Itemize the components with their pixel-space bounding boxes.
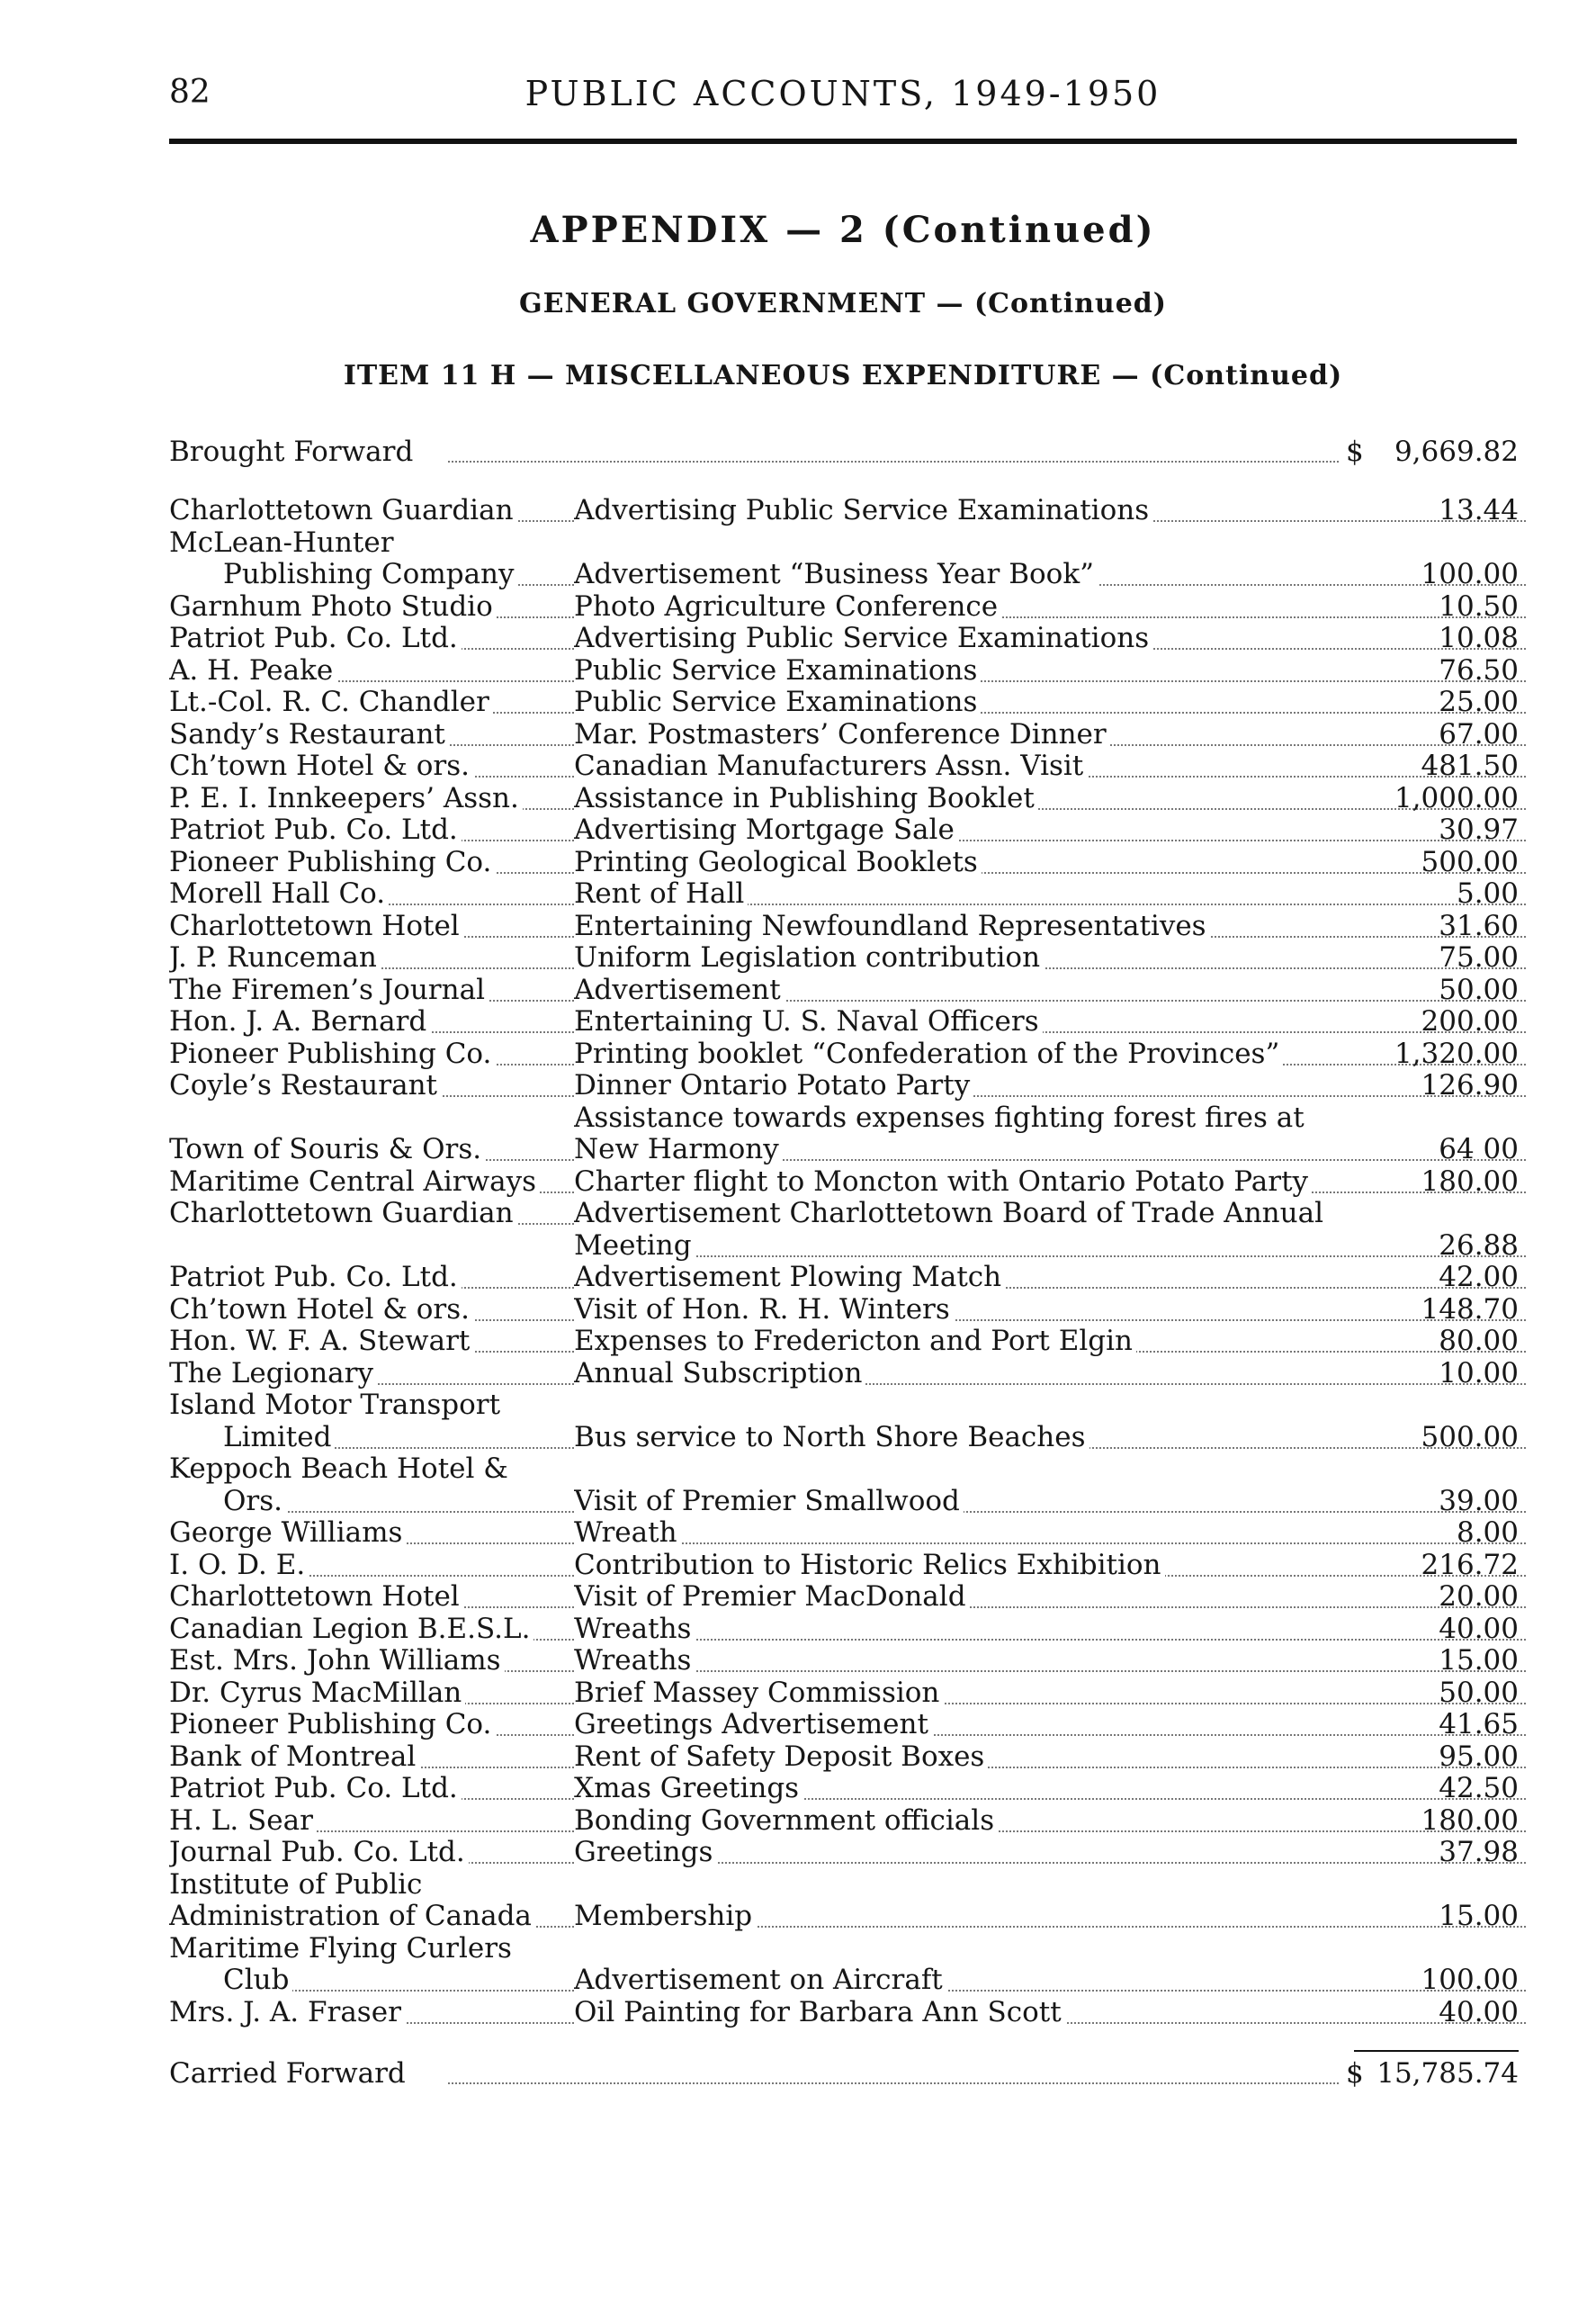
table-row — [169, 1230, 1519, 1263]
purpose-text: New Harmony — [574, 1134, 783, 1165]
payee-cell — [169, 1709, 574, 1741]
payee-cell — [169, 1102, 574, 1135]
purpose-text — [574, 1933, 578, 1965]
amount-cell: 80.00 — [1439, 1325, 1519, 1357]
payee-cell — [169, 1070, 574, 1102]
purpose-text: Dinner Ontario Potato Party — [574, 1070, 973, 1102]
purpose-text: Brief Massey Commission — [574, 1677, 943, 1709]
purpose-text: Visit of Premier Smallwood — [574, 1486, 964, 1517]
payee-cell — [169, 1997, 574, 2029]
payee-name: J. P. Runceman — [169, 942, 381, 974]
purpose-text: Wreath — [574, 1517, 681, 1549]
purpose-text — [574, 1389, 578, 1421]
payee-name: Ch’town Hotel & ors. — [169, 1294, 473, 1326]
payee-name: Charlottetown Guardian — [169, 495, 517, 526]
payee-name: Keppoch Beach Hotel & — [169, 1453, 512, 1485]
amount-cell: 42.00 — [1439, 1261, 1519, 1293]
amount-cell: 5.00 — [1456, 877, 1519, 910]
amount-cell: 15.00 — [1439, 1900, 1519, 1932]
table-row — [169, 1358, 1519, 1390]
table-row — [169, 495, 1519, 527]
table-row — [169, 655, 1519, 688]
payee-cell — [169, 1389, 574, 1422]
leader-dots — [448, 2082, 1339, 2084]
running-title: PUBLIC ACCOUNTS, 1949-1950 — [525, 74, 1161, 113]
amount-cell: 40.00 — [1439, 1995, 1519, 2028]
payee-name: Hon. W. F. A. Stewart — [169, 1326, 473, 1357]
purpose-text: Rent of Safety Deposit Boxes — [574, 1741, 988, 1773]
table-row — [169, 814, 1519, 847]
purpose-cell — [574, 1102, 1537, 1135]
table-row — [169, 1326, 1519, 1358]
payee-name: Pioneer Publishing Co. — [169, 1039, 495, 1070]
carried-forward-line — [169, 2057, 1519, 2093]
payee-cell — [169, 1006, 574, 1039]
purpose-text: Assistance in Publishing Booklet — [574, 783, 1038, 814]
purpose-text: Advertisement — [574, 975, 785, 1006]
payee-name — [169, 1230, 173, 1262]
amount-cell: 126.90 — [1421, 1069, 1519, 1102]
payee-cell — [169, 1645, 574, 1677]
amount-cell: 25.00 — [1439, 686, 1519, 718]
payee-cell — [169, 1517, 574, 1550]
purpose-text: Photo Agriculture Conference — [574, 591, 1001, 623]
purpose-cell — [574, 1389, 1537, 1422]
purpose-text: Public Service Examinations — [574, 655, 981, 687]
table-row — [169, 1294, 1519, 1326]
amount-cell: 10.00 — [1439, 1356, 1519, 1389]
payee-cell — [169, 1869, 574, 1902]
brought-forward-line — [169, 436, 1519, 472]
table-row — [169, 1422, 1519, 1454]
table-row — [169, 1677, 1519, 1710]
payee-name: A. H. Peake — [169, 655, 336, 687]
amount-cell: 50.00 — [1439, 973, 1519, 1006]
purpose-text: Advertising Mortgage Sale — [574, 814, 958, 846]
payee-cell — [169, 1198, 574, 1230]
amount-cell: 500.00 — [1421, 845, 1519, 878]
purpose-text: Bus service to North Shore Beaches — [574, 1422, 1089, 1453]
payee-name: The Firemen’s Journal — [169, 975, 489, 1006]
amount-cell: 26.88 — [1439, 1228, 1519, 1262]
payee-name: Morell Hall Co. — [169, 878, 389, 910]
purpose-text: Expenses to Fredericton and Port Elgin — [574, 1326, 1136, 1357]
purpose-cell — [574, 1198, 1537, 1230]
payee-name: I. O. D. E. — [169, 1550, 309, 1581]
payee-cell — [169, 719, 574, 751]
amount-cell: 42.50 — [1439, 1772, 1519, 1804]
table-row — [169, 1933, 1519, 1965]
purpose-text: Advertising Public Service Examinations — [574, 623, 1152, 654]
purpose-text — [574, 1453, 578, 1485]
amount-cell: 20.00 — [1439, 1580, 1519, 1613]
amount-cell: 39.00 — [1439, 1484, 1519, 1517]
amount-cell: 95.00 — [1439, 1740, 1519, 1773]
payee-name: Patriot Pub. Co. Ltd. — [169, 814, 462, 846]
amount-cell: 13.44 — [1439, 494, 1519, 526]
payee-name: Charlottetown Hotel — [169, 1581, 463, 1613]
total-rule — [1354, 2050, 1519, 2052]
payee-cell — [169, 1326, 574, 1358]
table-row — [169, 1901, 1519, 1933]
table-row — [169, 1965, 1519, 1997]
purpose-text: Meeting — [574, 1230, 695, 1262]
table-row — [169, 623, 1519, 655]
purpose-text: Oil Painting for Barbara Ann Scott — [574, 1997, 1065, 2028]
payee-cell — [169, 783, 574, 815]
payee-name: George Williams — [169, 1517, 406, 1549]
payee-name: Island Motor Transport — [169, 1389, 504, 1421]
payee-name: Patriot Pub. Co. Ltd. — [169, 623, 462, 654]
amount-cell: 50.00 — [1439, 1676, 1519, 1709]
table-row — [169, 1997, 1519, 2029]
payee-name: H. L. Sear — [169, 1805, 317, 1837]
purpose-text: Annual Subscription — [574, 1358, 865, 1389]
payee-name: The Legionary — [169, 1358, 377, 1389]
purpose-text: Greetings — [574, 1837, 716, 1868]
payee-cell — [169, 878, 574, 911]
amount-cell: 481.50 — [1421, 750, 1519, 782]
table-row — [169, 1805, 1519, 1838]
payee-name: Mrs. J. A. Fraser — [169, 1997, 405, 2028]
table-row — [169, 1006, 1519, 1039]
table-row — [169, 559, 1519, 591]
purpose-text: Advertisement Plowing Match — [574, 1262, 1005, 1293]
payee-cell — [169, 1614, 574, 1646]
purpose-text: Rent of Hall — [574, 878, 748, 910]
purpose-text: Assistance towards expenses fighting forest fires at — [574, 1102, 1308, 1134]
table-row — [169, 687, 1519, 719]
payee-cell — [169, 1422, 574, 1454]
purpose-text: Advertisement “Business Year Book” — [574, 559, 1098, 590]
purpose-text: Xmas Greetings — [574, 1773, 802, 1804]
payee-name: Club — [169, 1965, 292, 1996]
table-row — [169, 847, 1519, 879]
purpose-text: Visit of Premier MacDonald — [574, 1581, 970, 1613]
payee-name: Institute of Public — [169, 1869, 426, 1901]
amount-cell: 200.00 — [1421, 1005, 1519, 1038]
amount-cell: 148.70 — [1421, 1292, 1519, 1326]
amount-cell: 100.00 — [1421, 1964, 1519, 1996]
amount-cell: 31.60 — [1439, 909, 1519, 942]
table-row — [169, 1134, 1519, 1166]
table-row — [169, 1741, 1519, 1774]
purpose-text: Printing Geological Booklets — [574, 847, 982, 878]
amount-cell: 500.00 — [1421, 1420, 1519, 1453]
amount-cell: 76.50 — [1439, 653, 1519, 687]
payee-name: Maritime Central Airways — [169, 1166, 540, 1198]
purpose-text: Entertaining U. S. Naval Officers — [574, 1006, 1043, 1038]
purpose-cell — [574, 1869, 1537, 1902]
table-row — [169, 591, 1519, 624]
payee-name: Patriot Pub. Co. Ltd. — [169, 1773, 462, 1804]
payee-name: Publishing Company — [169, 559, 518, 590]
table-row — [169, 1262, 1519, 1294]
table-row — [169, 1614, 1519, 1646]
amount-cell: 64 00 — [1439, 1133, 1519, 1165]
purpose-text: Wreaths — [574, 1645, 695, 1677]
payee-name: Garnhum Photo Studio — [169, 591, 497, 623]
table-row — [169, 1453, 1519, 1486]
purpose-text — [574, 1869, 578, 1901]
payee-cell — [169, 975, 574, 1007]
payee-cell — [169, 1677, 574, 1710]
payee-name: Administration of Canada — [169, 1901, 535, 1932]
item-title: ITEM 11 H — MISCELLANEOUS EXPENDITURE — (Continued) — [343, 360, 1343, 391]
purpose-text: Advertisement Charlottetown Board of Trade Annual — [574, 1198, 1327, 1229]
purpose-text: Advertisement on Aircraft — [574, 1965, 946, 1996]
payee-cell — [169, 1837, 574, 1869]
table-row — [169, 1550, 1519, 1582]
table-row — [169, 783, 1519, 815]
payee-name: Coyle’s Restaurant — [169, 1070, 441, 1102]
purpose-text: Greetings Advertisement — [574, 1709, 932, 1740]
payee-name: Ors. — [169, 1486, 286, 1517]
payee-cell — [169, 591, 574, 624]
payee-name: Ch’town Hotel & ors. — [169, 751, 473, 782]
payee-cell — [169, 1933, 574, 1965]
payee-cell — [169, 1901, 574, 1933]
table-row — [169, 1581, 1519, 1614]
table-row — [169, 1102, 1519, 1135]
payee-name: Maritime Flying Curlers — [169, 1933, 516, 1965]
amount-cell: 216.72 — [1421, 1548, 1519, 1581]
amount-cell: 41.65 — [1439, 1708, 1519, 1740]
table-row — [169, 975, 1519, 1007]
purpose-cell — [574, 527, 1537, 560]
amount-cell: 100.00 — [1421, 558, 1519, 590]
table-row — [169, 1166, 1519, 1199]
payee-name: Limited — [169, 1422, 335, 1453]
table-row — [169, 1198, 1519, 1230]
payee-cell — [169, 1358, 574, 1390]
table-row — [169, 1070, 1519, 1102]
table-row — [169, 1645, 1519, 1677]
payee-name: Charlottetown Guardian — [169, 1198, 517, 1229]
table-row — [169, 942, 1519, 975]
payee-cell — [169, 687, 574, 719]
payee-name: Patriot Pub. Co. Ltd. — [169, 1262, 462, 1293]
table-row — [169, 1486, 1519, 1518]
payee-name: Pioneer Publishing Co. — [169, 1709, 495, 1740]
purpose-text — [574, 527, 578, 559]
payee-cell — [169, 1230, 574, 1263]
payee-cell — [169, 942, 574, 975]
section-title: GENERAL GOVERNMENT — (Continued) — [519, 288, 1167, 319]
purpose-text: Wreaths — [574, 1614, 695, 1645]
amount-cell: 10.08 — [1439, 622, 1519, 654]
payee-cell — [169, 1581, 574, 1614]
table-row — [169, 1517, 1519, 1550]
carried-forward-label: Carried Forward — [169, 2057, 415, 2090]
amount-cell: 180.00 — [1421, 1803, 1519, 1837]
purpose-text: Public Service Examinations — [574, 687, 981, 718]
payee-cell — [169, 1134, 574, 1166]
table-row — [169, 527, 1519, 560]
payee-name: Sandy’s Restaurant — [169, 719, 449, 751]
purpose-text: Printing booklet “Confederation of the Provinces” — [574, 1039, 1283, 1070]
page-number: 82 — [169, 74, 211, 111]
purpose-text: Visit of Hon. R. H. Winters — [574, 1294, 954, 1326]
payee-cell — [169, 1453, 574, 1486]
payee-cell — [169, 559, 574, 591]
purpose-text: Advertising Public Service Examinations — [574, 495, 1152, 526]
payee-cell — [169, 1550, 574, 1582]
payee-cell — [169, 655, 574, 688]
table-row — [169, 1869, 1519, 1902]
brought-forward-label: Brought Forward — [169, 436, 422, 468]
amount-cell: 180.00 — [1421, 1164, 1519, 1198]
payee-cell — [169, 814, 574, 847]
amount-cell: 37.98 — [1439, 1836, 1519, 1868]
purpose-text: Entertaining Newfoundland Representatives — [574, 911, 1210, 942]
purpose-text: Mar. Postmasters’ Conference Dinner — [574, 719, 1110, 751]
payee-name: P. E. I. Innkeepers’ Assn. — [169, 783, 523, 814]
amount-cell: 75.00 — [1439, 941, 1519, 974]
purpose-text: Charter flight to Moncton with Ontario Potato Party — [574, 1166, 1312, 1198]
amount-cell: 15.00 — [1439, 1644, 1519, 1677]
purpose-text: Contribution to Historic Relics Exhibition — [574, 1550, 1165, 1581]
payee-name: Charlottetown Hotel — [169, 911, 463, 942]
payee-name: Est. Mrs. John Williams — [169, 1645, 505, 1677]
amount-cell: 1,000.00 — [1394, 781, 1519, 814]
table-row — [169, 719, 1519, 751]
amount-cell: 67.00 — [1439, 717, 1519, 751]
payee-name: Journal Pub. Co. Ltd. — [169, 1837, 469, 1868]
header-rule — [169, 139, 1517, 144]
table-row — [169, 1773, 1519, 1805]
payee-cell — [169, 1486, 574, 1518]
table-row — [169, 1039, 1519, 1071]
payee-name: Bank of Montreal — [169, 1741, 419, 1773]
payee-cell — [169, 1773, 574, 1805]
page-header — [169, 74, 1517, 128]
currency-sign: $ — [1346, 436, 1364, 468]
carried-forward-amount: 15,785.74 — [1376, 2057, 1519, 2090]
purpose-text: Canadian Manufacturers Assn. Visit — [574, 751, 1087, 782]
payee-cell — [169, 1805, 574, 1838]
purpose-text: Membership — [574, 1901, 756, 1932]
payee-cell — [169, 1039, 574, 1071]
table-row — [169, 911, 1519, 943]
payee-cell — [169, 1166, 574, 1199]
table-row — [169, 1837, 1519, 1869]
purpose-text: Uniform Legislation contribution — [574, 942, 1044, 974]
payee-name: Canadian Legion B.E.S.L. — [169, 1614, 533, 1645]
payee-cell — [169, 1262, 574, 1294]
purpose-cell — [574, 1933, 1537, 1965]
payee-cell — [169, 1294, 574, 1326]
currency-sign: $ — [1346, 2057, 1364, 2090]
payee-name: Lt.-Col. R. C. Chandler — [169, 687, 493, 718]
amount-cell: 40.00 — [1439, 1612, 1519, 1645]
expenditure-table — [169, 495, 1519, 2028]
purpose-cell — [574, 1453, 1537, 1486]
table-row — [169, 751, 1519, 783]
table-row — [169, 1709, 1519, 1741]
payee-cell — [169, 495, 574, 527]
payee-cell — [169, 847, 574, 879]
amount-cell: 30.97 — [1439, 814, 1519, 846]
payee-name: Town of Souris & Ors. — [169, 1134, 485, 1165]
payee-name: Pioneer Publishing Co. — [169, 847, 495, 878]
amount-cell: 8.00 — [1456, 1516, 1519, 1549]
table-row — [169, 878, 1519, 911]
amount-cell: 1,320.00 — [1394, 1037, 1519, 1070]
table-row — [169, 1389, 1519, 1422]
payee-name: Hon. J. A. Bernard — [169, 1006, 430, 1038]
payee-name — [169, 1102, 173, 1134]
brought-forward-amount: 9,669.82 — [1394, 436, 1519, 468]
payee-cell — [169, 911, 574, 943]
appendix-title: APPENDIX — 2 (Continued) — [530, 209, 1156, 251]
payee-name: McLean-Hunter — [169, 527, 398, 559]
amount-cell: 10.50 — [1439, 589, 1519, 623]
payee-cell — [169, 1965, 574, 1997]
payee-name: Dr. Cyrus MacMillan — [169, 1677, 465, 1709]
payee-cell — [169, 623, 574, 655]
purpose-text: Bonding Government officials — [574, 1805, 998, 1837]
payee-cell — [169, 527, 574, 560]
leader-dots — [448, 461, 1339, 463]
payee-cell — [169, 1741, 574, 1774]
payee-cell — [169, 751, 574, 783]
